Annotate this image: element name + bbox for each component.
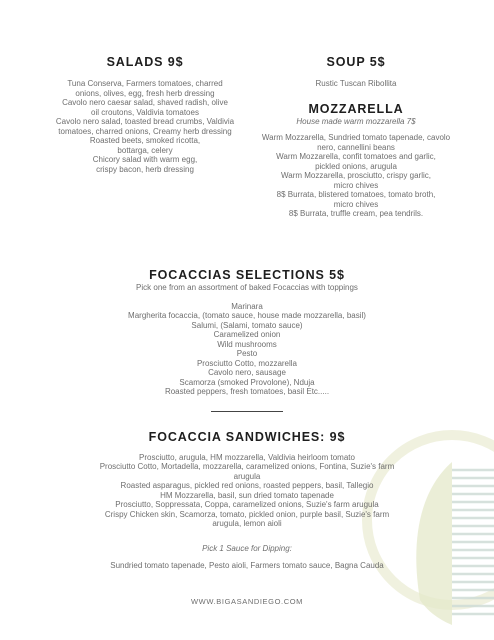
focaccia-section: [30, 267, 464, 614]
menu-item: Tuna Conserva, Farmers tomatoes, charred onions, olives, egg, fresh herb dressing: [67, 79, 223, 98]
list-item: Roasted peppers, fresh tomatoes, basil Etc.....: [164, 387, 330, 396]
list-item: Salumi, (Salami, tomato sauce): [191, 320, 303, 330]
mozzarella-heading: MOZZARELLA: [308, 101, 404, 116]
focaccias-subtitle: Pick one from an assortment of baked Focaccias with toppings: [136, 283, 358, 292]
menu-item: Cavolo nero caesar salad, shaved radish, olive oil croutons, Valdivia tomatoes: [62, 98, 228, 117]
salads-heading: SALADS 9$: [106, 55, 184, 69]
menu-item: Rustic Tuscan Ribollita: [315, 79, 397, 88]
list-item: Pesto: [236, 349, 258, 358]
list-item: Margherita focaccia, (tomato sauce, house made mozzarella, basil): [128, 311, 366, 320]
focaccias-heading: FOCACCIAS SELECTIONS 5$: [149, 268, 345, 282]
list-item: Wild mushrooms: [217, 339, 277, 349]
list-item: Scamorza (smoked Provolone), Nduja: [179, 377, 315, 387]
menu-item: Warm Mozzarella, Sundried tomato tapenade, cavolo nero, cannellini beans: [261, 133, 451, 152]
menu-item: Cavolo nero salad, toasted bread crumbs, Valdivia tomatoes, charred onions, Creamy herb dressing: [55, 117, 235, 136]
mozzarella-subtitle: House made warm mozzarella 7$: [296, 116, 416, 126]
sandwiches-heading: FOCACCIA SANDWICHES: 9$: [148, 429, 346, 444]
salads-section: [40, 54, 250, 174]
menu-item: 8$ Burrata, blistered tomatoes, tomato broth, micro chives: [276, 190, 436, 209]
menu-item: Roasted beets, smoked ricotta, bottarga, celery: [89, 136, 201, 155]
list-item: Prosciutto Cotto, mozzarella: [196, 358, 298, 368]
menu-item: Crispy Chicken skin, Scamorza, tomato, pickled onion, purple basil, Suzie's farm arugula, lemon aioli: [104, 509, 390, 528]
list-item: Caramelized onion: [213, 330, 281, 339]
menu-item: Prosciutto, arugula, HM mozzarella, Valdivia heirloom tomato: [139, 452, 355, 462]
menu-item: Chicory salad with warm egg, crispy bacon, herb dressing: [92, 155, 198, 174]
website-link[interactable]: WWW.BIGASANDIEGO.COM: [190, 596, 303, 606]
section-divider: [211, 411, 283, 412]
menu-item: HM Mozzarella, basil, sun dried tomato tapenade: [160, 490, 334, 500]
menu-item: Warm Mozzarella, confit tomatoes and garlic, pickled onions, arugula: [276, 152, 436, 171]
list-item: Marinara: [231, 301, 263, 311]
sauce-heading: Pick 1 Sauce for Dipping:: [202, 543, 292, 553]
list-item: Cavolo nero, sausage: [208, 368, 286, 377]
soup-mozzarella-section: [256, 54, 456, 219]
sauce-list: Sundried tomato tapenade, Pesto aioli, Farmers tomato sauce, Bagna Cauda: [110, 561, 384, 570]
menu-item: 8$ Burrata, truffle cream, pea tendrils.: [288, 209, 424, 218]
menu-item: Prosciutto Cotto, Mortadella, mozzarella, caramelized onions, Fontina, Suzie's farm arugula: [99, 462, 395, 481]
menu-item: Prosciutto, Soppressata, Coppa, caramelized onions, Suzie's farm arugula: [115, 500, 379, 509]
menu-item: Warm Mozzarella, prosciutto, crispy garlic, micro chives: [281, 171, 431, 190]
menu-item: Roasted asparagus, pickled red onions, roasted peppers, basil, Tallegio: [120, 481, 374, 490]
soup-heading: SOUP 5$: [326, 55, 386, 69]
